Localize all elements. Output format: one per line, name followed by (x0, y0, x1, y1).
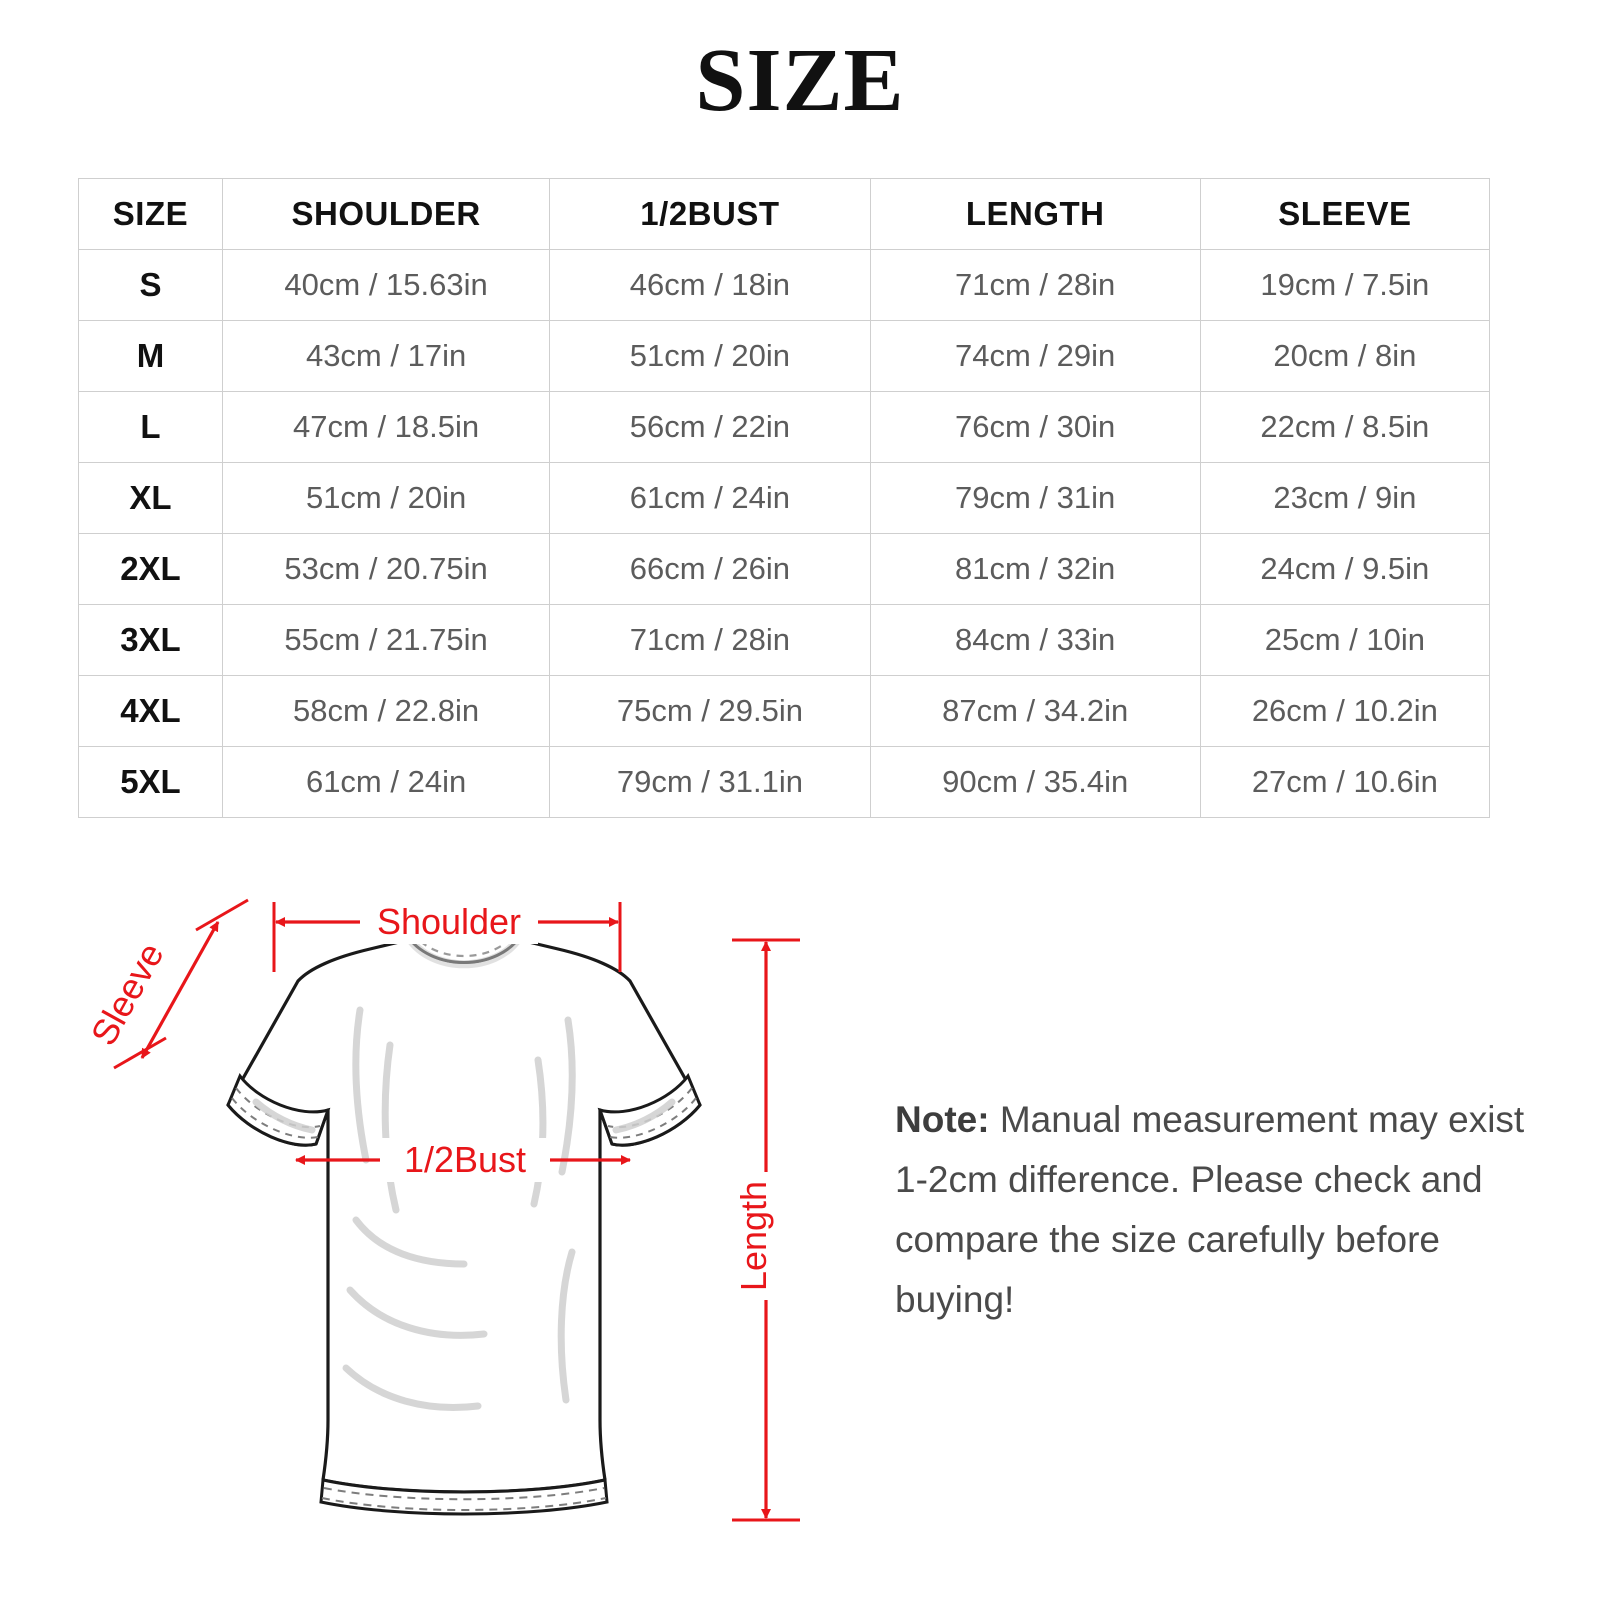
cell-bust: 71cm / 28in (550, 605, 870, 676)
cell-bust: 66cm / 26in (550, 534, 870, 605)
page-title: SIZE (695, 31, 905, 130)
column-header-length: LENGTH (870, 179, 1200, 250)
note-text (895, 1090, 1535, 1330)
cell-length: 90cm / 35.4in (870, 747, 1200, 818)
cell-shoulder: 53cm / 20.75in (222, 534, 549, 605)
shoulder-label: Shoulder (376, 901, 522, 942)
note-body: Manual measurement may exist 1-2cm difference. Please check and compare the size carefully before buying! (895, 1099, 1525, 1320)
cell-shoulder: 58cm / 22.8in (222, 676, 549, 747)
cell-shoulder: 51cm / 20in (222, 463, 549, 534)
table-row (79, 676, 1490, 747)
sleeve-dimension (82, 900, 248, 1068)
cell-length: 76cm / 30in (870, 392, 1200, 463)
cell-length: 87cm / 34.2in (870, 676, 1200, 747)
cell-size: 4XL (79, 676, 223, 747)
cell-length: 74cm / 29in (870, 321, 1200, 392)
table-row (79, 463, 1490, 534)
cell-shoulder: 43cm / 17in (222, 321, 549, 392)
cell-sleeve: 27cm / 10.6in (1200, 747, 1489, 818)
length-dimension (732, 940, 800, 1520)
cell-size: 2XL (79, 534, 223, 605)
table-row (79, 534, 1490, 605)
cell-length: 81cm / 32in (870, 534, 1200, 605)
sleeve-label: Sleeve (82, 935, 172, 1053)
table-header-row (79, 179, 1490, 250)
cell-sleeve: 22cm / 8.5in (1200, 392, 1489, 463)
cell-size: S (79, 250, 223, 321)
tshirt-measurement-diagram (60, 860, 860, 1560)
table-row (79, 747, 1490, 818)
cell-shoulder: 55cm / 21.75in (222, 605, 549, 676)
cell-size: M (79, 321, 223, 392)
cell-sleeve: 25cm / 10in (1200, 605, 1489, 676)
size-chart-table (78, 178, 1490, 818)
cell-sleeve: 23cm / 9in (1200, 463, 1489, 534)
note-label: Note: (895, 1099, 990, 1140)
cell-length: 84cm / 33in (870, 605, 1200, 676)
column-header-sleeve: SLEEVE (1200, 179, 1489, 250)
cell-sleeve: 19cm / 7.5in (1200, 250, 1489, 321)
length-label: Length (733, 1180, 774, 1292)
cell-shoulder: 40cm / 15.63in (222, 250, 549, 321)
table-row (79, 321, 1490, 392)
cell-bust: 51cm / 20in (550, 321, 870, 392)
cell-bust: 61cm / 24in (550, 463, 870, 534)
cell-size: 3XL (79, 605, 223, 676)
cell-sleeve: 20cm / 8in (1200, 321, 1489, 392)
table-row (79, 392, 1490, 463)
cell-bust: 79cm / 31.1in (550, 747, 870, 818)
cell-length: 71cm / 28in (870, 250, 1200, 321)
cell-shoulder: 47cm / 18.5in (222, 392, 549, 463)
column-header-shoulder: SHOULDER (222, 179, 549, 250)
cell-size: XL (79, 463, 223, 534)
table-row (79, 605, 1490, 676)
cell-sleeve: 26cm / 10.2in (1200, 676, 1489, 747)
cell-bust: 46cm / 18in (550, 250, 870, 321)
cell-length: 79cm / 31in (870, 463, 1200, 534)
cell-shoulder: 61cm / 24in (222, 747, 549, 818)
column-header-bust: 1/2BUST (550, 179, 870, 250)
tshirt-illustration (228, 921, 700, 1514)
cell-bust: 75cm / 29.5in (550, 676, 870, 747)
table-row (79, 250, 1490, 321)
cell-size: L (79, 392, 223, 463)
cell-sleeve: 24cm / 9.5in (1200, 534, 1489, 605)
column-header-size: SIZE (79, 179, 223, 250)
cell-size: 5XL (79, 747, 223, 818)
bust-label: 1/2Bust (403, 1139, 527, 1180)
cell-bust: 56cm / 22in (550, 392, 870, 463)
